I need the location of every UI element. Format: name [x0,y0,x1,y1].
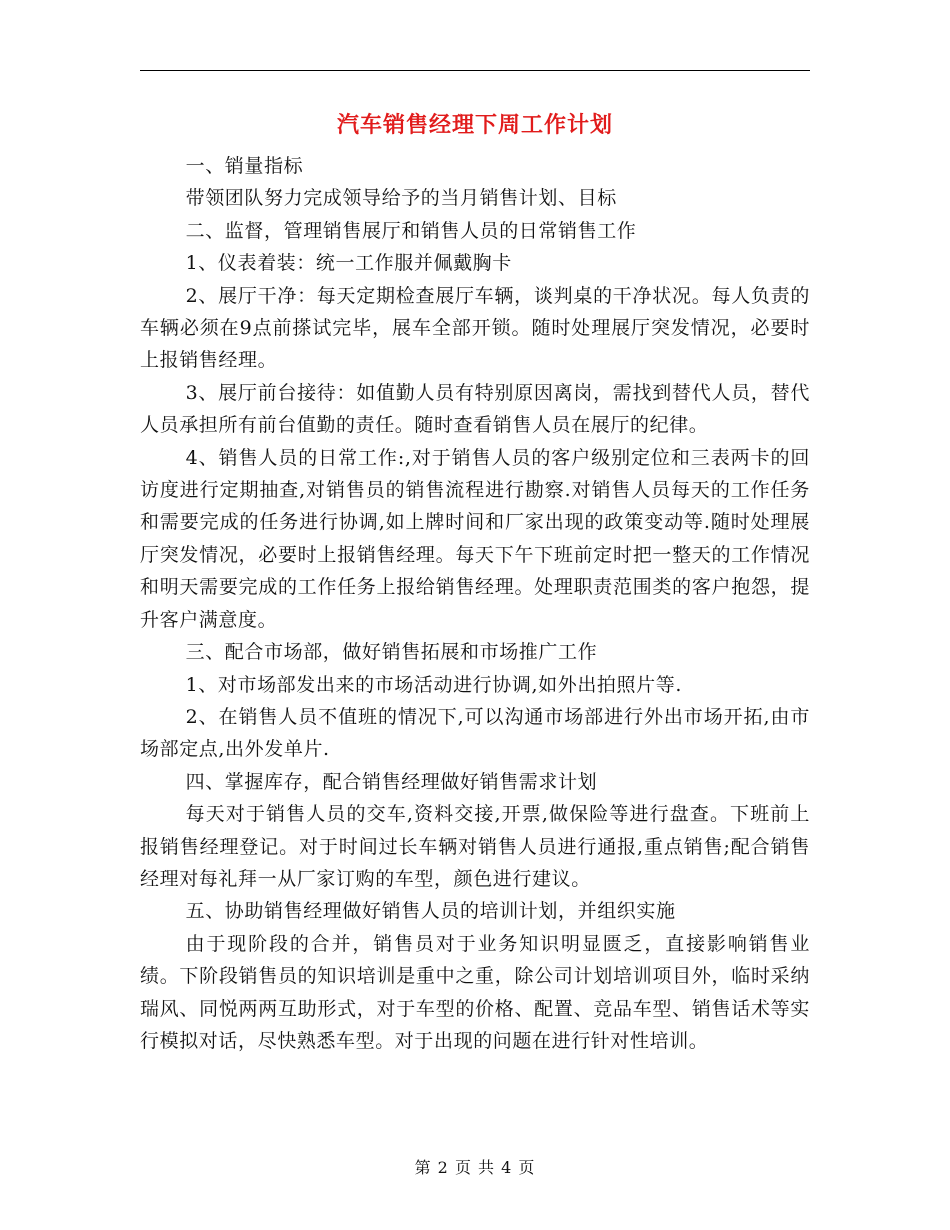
paragraph: 四、掌握库存，配合销售经理做好销售需求计划 [185,770,598,793]
paragraph: 由于现阶段的合并，销售员对于业务知识明显匮乏，直接影响销售业绩。下阶段销售员的知识培训是重中之重，除公司计划培训项目外，临时采纳瑞风、同悦两两互助形式，对于车型的价格、配置、竞品车型、销售话术等实行模拟对话，尽快熟悉车型。对于出现的问题在进行针对性培训。 [140,932,810,1052]
paragraph: 1、仪表着装：统一工作服并佩戴胸卡 [185,252,512,275]
paragraph: 1、对市场部发出来的市场活动进行协调,如外出拍照片等. [185,673,682,696]
paragraph: 一、销量指标 [185,155,304,177]
header-rule [140,70,810,71]
paragraph: 五、协助销售经理做好销售人员的培训计划，并组织实施 [185,900,676,923]
paragraph: 带领团队努力完成领导给予的当月销售计划、目标 [185,187,617,210]
paragraph: 2、在销售人员不值班的情况下,可以沟通市场部进行外出市场开拓,由市场部定点,出外发单片. [140,705,810,761]
document-body [140,150,810,1057]
paragraph: 三、配合市场部，做好销售拓展和市场推广工作 [185,641,598,664]
paragraph: 4、销售人员的日常工作:,对于销售人员的客户级别定位和三表两卡的回访度进行定期抽查,对销售员的销售流程进行勘察.对销售人员每天的工作任务和需要完成的任务进行协调,如上牌时间和厂家出现的政策变动等.随时处理展厅突发情况，必要时上报销售经理。每天下午下班前定时把一整天的工作情况和明天需要完成的工作任务上报给销售经理。处理职责范围类的客户抱怨，提升客户满意度。 [140,446,810,631]
page-footer: 第 2 页 共 4 页 [414,1158,536,1177]
document-title: 汽车销售经理下周工作计划 [336,112,613,138]
paragraph: 3、展厅前台接待：如值勤人员有特别原因离岗，需找到替代人员，替代人员承担所有前台值勤的责任。随时查看销售人员在展厅的纪律。 [140,381,810,437]
paragraph: 2、展厅干净：每天定期检查展厅车辆，谈判桌的干净状况。每人负责的车辆必须在9点前搽试完毕，展车全部开锁。随时处理展厅突发情况，必要时上报销售经理。 [140,284,810,372]
paragraph: 每天对于销售人员的交车,资料交接,开票,做保险等进行盘查。下班前上报销售经理登记。对于时间过长车辆对销售人员进行通报,重点销售;配合销售经理对每礼拜一从厂家订购的车型，颜色进行建议。 [140,803,810,890]
paragraph: 二、监督，管理销售展厅和销售人员的日常销售工作 [185,219,637,242]
